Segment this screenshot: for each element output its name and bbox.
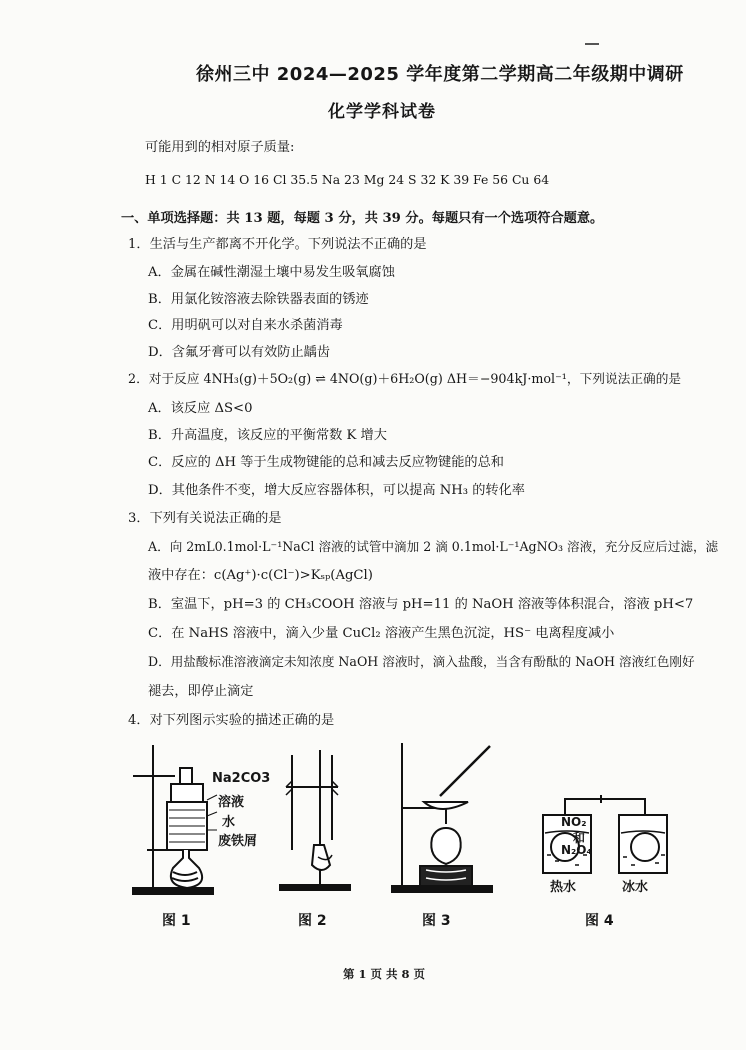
figure-4-equilibrium	[535, 785, 675, 880]
q3-stem: 3．下列有关说法正确的是	[128, 511, 282, 526]
figure-1-caption: 图 1	[162, 913, 191, 929]
q1-option-b: B．用氯化铵溶液去除铁器表面的锈迹	[148, 292, 369, 307]
fig1-solution-label: 溶液	[218, 795, 245, 810]
figure-2-caption: 图 2	[298, 913, 327, 929]
fig4-and-label: 和	[573, 831, 586, 845]
q2-stem: 2．对于反应 4NH₃(g)＋5O₂(g) ⇌ 4NO(g)＋6H₂O(g) ΔH＝−904kJ·mol⁻¹，下列说法正确的是	[128, 371, 682, 386]
fig1-na2co3-label: Na2CO3	[212, 771, 271, 786]
q3-option-b: B．室温下，pH=3 的 CH₃COOH 溶液与 pH=11 的 NaOH 溶液等体积混合，溶液 pH<7	[148, 597, 694, 612]
exam-subtitle: 化学学科试卷	[328, 102, 436, 122]
section-heading: 一、单项选择题：共 13 题，每题 3 分，共 39 分。每题只有一个选项符合题意。	[121, 211, 604, 226]
q3-option-a-line1: A．向 2mL0.1mol·L⁻¹NaCl 溶液的试管中滴加 2 滴 0.1mol·L⁻¹AgNO₃ 溶液，充分反应后过滤，滤	[148, 539, 719, 554]
q2-option-c: C．反应的 ΔH 等于生成物键能的总和减去反应物键能的总和	[148, 455, 504, 470]
fig4-hot-water-label: 热水	[550, 880, 577, 895]
q2-option-b: B．升高温度，该反应的平衡常数 K 增大	[148, 428, 387, 443]
q1-option-c: C．用明矾可以对自来水杀菌消毒	[148, 318, 343, 333]
q4-stem: 4．对下列图示实验的描述正确的是	[128, 713, 335, 728]
page-footer: 第 1 页 共 8 页	[343, 967, 426, 981]
q3-option-c: C．在 NaHS 溶液中，滴入少量 CuCl₂ 溶液产生黑色沉淀，HS⁻ 电离程度减小	[148, 626, 615, 641]
q3-option-d-line1: D．用盐酸标准溶液滴定未知浓度 NaOH 溶液时，滴入盐酸，当含有酚酞的 NaOH 溶液红色刚好	[148, 654, 695, 669]
fig4-ice-water-label: 冰水	[622, 880, 649, 895]
exam-title: 徐州三中 2024—2025 学年度第二学期高二年级期中调研	[196, 64, 684, 85]
figure-2-titration	[272, 745, 362, 895]
q1-option-a: A．金属在碱性潮湿土壤中易发生吸氧腐蚀	[148, 265, 395, 280]
q3-option-a-line2: 液中存在：c(Ag⁺)·c(Cl⁻)>Kₛₚ(AgCl)	[148, 568, 373, 583]
figure-1-apparatus	[125, 740, 285, 905]
figure-4-caption: 图 4	[585, 913, 614, 929]
fig4-n2o4-label: N₂O₄	[561, 843, 592, 857]
scan-mark	[585, 43, 599, 45]
q2-option-a: A．该反应 ΔS<0	[148, 401, 253, 416]
fig1-scrap-iron-label: 废铁屑	[218, 834, 258, 849]
q1-stem: 1．生活与生产都离不开化学。下列说法不正确的是	[128, 237, 427, 252]
figure-3-evaporation	[390, 738, 500, 898]
q3-option-d-line2: 褪去，即停止滴定	[148, 684, 254, 699]
atomic-mass-label: 可能用到的相对原子质量:	[145, 140, 295, 155]
fig1-water-label: 水	[222, 815, 236, 830]
atomic-mass-values: H 1 C 12 N 14 O 16 Cl 35.5 Na 23 Mg 24 S 32 K 39 Fe 56 Cu 64	[145, 172, 550, 187]
figure-3-caption: 图 3	[422, 913, 451, 929]
q1-option-d: D．含氟牙膏可以有效防止龋齿	[148, 345, 331, 360]
q2-option-d: D．其他条件不变，增大反应容器体积，可以提高 NH₃ 的转化率	[148, 483, 525, 498]
fig4-no2-label: NO₂	[561, 815, 587, 829]
